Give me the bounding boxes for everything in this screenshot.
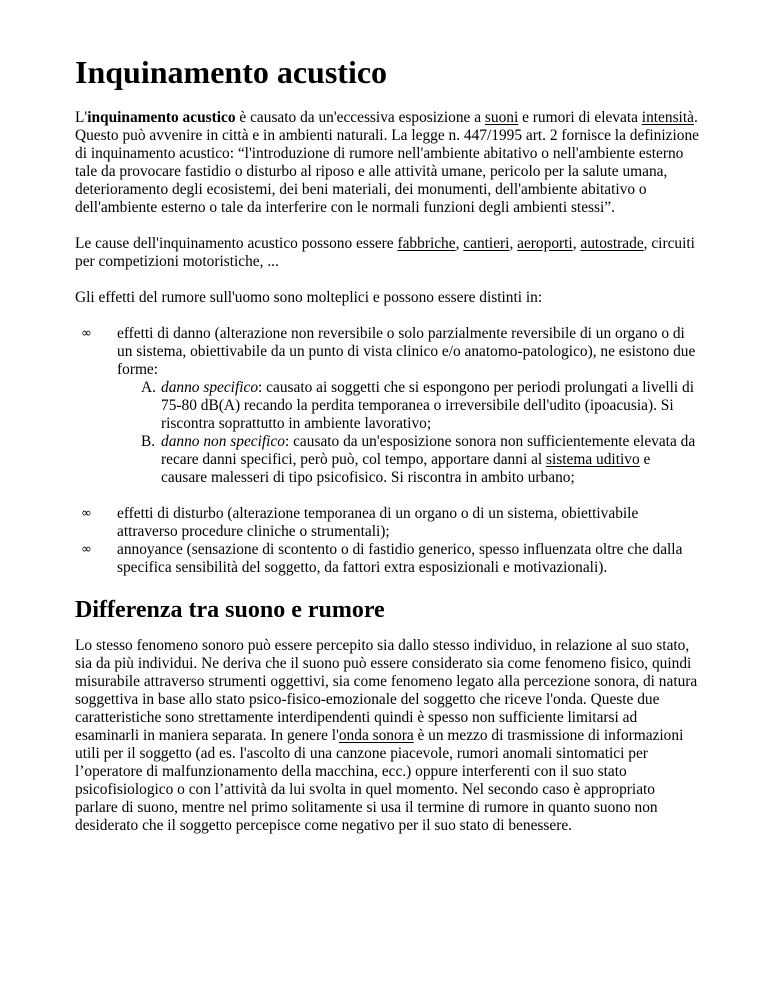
effetti-danno-text: effetti di danno (alterazione non reversibile o solo parzialmente reversibile di un organo o di un sistema, obiettivabile da un punto di vista clinico e/o anatomo-patologico), ne esistono due forme: [117,325,696,378]
danno-specifico-term: danno specifico [161,379,259,396]
effects-intro: Gli effetti del rumore sull'uomo sono molteplici e possono essere distinti in: [75,289,543,306]
effects-list [75,325,700,577]
marker-b: B. [141,433,156,450]
infinity-bullet-icon: ∞ [81,542,92,557]
marker-a: A. [141,379,156,396]
link-autostrade[interactable]: autostrade [580,235,644,252]
causes-text-2: , circuiti per competizioni motoristiche, ... [75,235,695,270]
list-item-danno-specifico [141,379,700,433]
link-aeroporti[interactable]: aeroporti [517,235,573,252]
list-item-effetti-danno [81,325,700,487]
annoyance-text: annoyance (sensazione di scontento o di fastidio generico, spesso influenzata oltre che dalla specifica sensibilità del soggetto, da fattori extra esposizionali e motivazionali). [117,541,683,576]
causes-sep-1: , [455,235,464,252]
section-heading: Differenza tra suono e rumore [75,597,385,623]
link-fabbriche[interactable]: fabbriche [397,235,456,252]
link-suoni[interactable]: suoni [484,109,519,126]
causes-text-1: Le cause dell'inquinamento acustico possono essere [75,235,398,252]
link-cantieri[interactable]: cantieri [463,235,510,252]
intro-paragraph [75,109,700,217]
section2-paragraph [75,637,700,835]
effetti-disturbo-text: effetti di disturbo (alterazione temporanea di un organo o di un sistema, obiettivabile attraverso procedure cliniche o strumentali); [117,505,639,540]
list-item-danno-non-specifico [141,433,700,487]
list-item-annoyance [81,541,700,577]
infinity-bullet-icon: ∞ [81,506,92,521]
intro-text-2: e rumori di elevata [518,109,642,126]
intro-text-3: . Questo può avvenire in città e in ambienti naturali. La legge n. 447/1995 art. 2 fornisce la definizione di inquinamento acustico: “l'introduzione di rumore nell'ambiente abitativo o nell'ambiente esterno tale da provocare fastidio o disturbo al riposo e alle attività umane, pericolo per la salute umana, deterioramento degli ecosistemi, dei beni materiali, dei monumenti, dell'ambiente abitativo o dell'ambiente esterno o tale da interferire con le normali funzioni degli ambienti stessi”. [75,109,699,216]
section2-text-2: è un mezzo di trasmissione di informazioni utili per il soggetto (ad es. l'ascolto di una canzone piacevole, rumori anomali sintomatici per l’operatore di malfunzionamento della macchina, ecc.) oppure interferenti con il suo stato psicofisiologico o con l’attività da lui svolta in quel momento. Nel secondo caso è appropriato parlare di suono, mentre nel primo solitamente si usa il termine di rumore in quanto suono non desiderato che il soggetto percepisce come negativo per il suo stato di benessere. [75,727,684,834]
danno-non-specifico-text-2: e causare malesseri di tipo psicofisico. Si riscontra in ambito urbano; [161,451,651,486]
link-onda-sonora[interactable]: onda sonora [338,727,414,744]
danno-non-specifico-text-1: : causato da un'esposizione sonora non sufficientemente elevata da recare danni specifici, però può, col tempo, apportare danni al [161,433,696,468]
causes-sep-3: , [572,235,581,252]
danno-non-specifico-term: danno non specifico [161,433,285,450]
intro-pre: L' [75,109,88,126]
page-title: Inquinamento acustico [75,54,388,90]
danno-forms-list [117,379,700,487]
causes-paragraph [75,235,700,271]
link-intensita[interactable]: intensità [641,109,694,126]
intro-text-1: è causato da un'eccessiva esposizione a [235,109,485,126]
intro-bold-term: inquinamento acustico [87,109,236,126]
danno-specifico-text: : causato ai soggetti che si espongono per periodi prolungati a livelli di 75-80 dB(A) recando la perdita temporanea o irreversibile dell'udito (ipoacusia). Si riscontra soprattutto in ambiente lavorativo; [161,379,694,432]
list-item-effetti-disturbo [81,505,700,541]
infinity-bullet-icon: ∞ [81,326,92,341]
section2-text-1: Lo stesso fenomeno sonoro può essere percepito sia dallo stesso individuo, in relazione al suo stato, sia da più individui. Ne deriva che il suono può essere considerato sia come fenomeno fisico, quindi misurabile attraverso strumenti oggettivi, sia come fenomeno legato alla percezione sonora, di natura soggettiva in base allo stato psico-fisico-emozionale del soggetto che riceve l'onda. Queste due caratteristiche sono strettamente interdipendenti quindi è spesso non sufficiente limitarsi ad esaminarli in maniera separata. In genere l' [75,637,698,744]
document-page [75,52,700,853]
causes-sep-2: , [509,235,518,252]
link-sistema-uditivo[interactable]: sistema uditivo [546,451,640,468]
